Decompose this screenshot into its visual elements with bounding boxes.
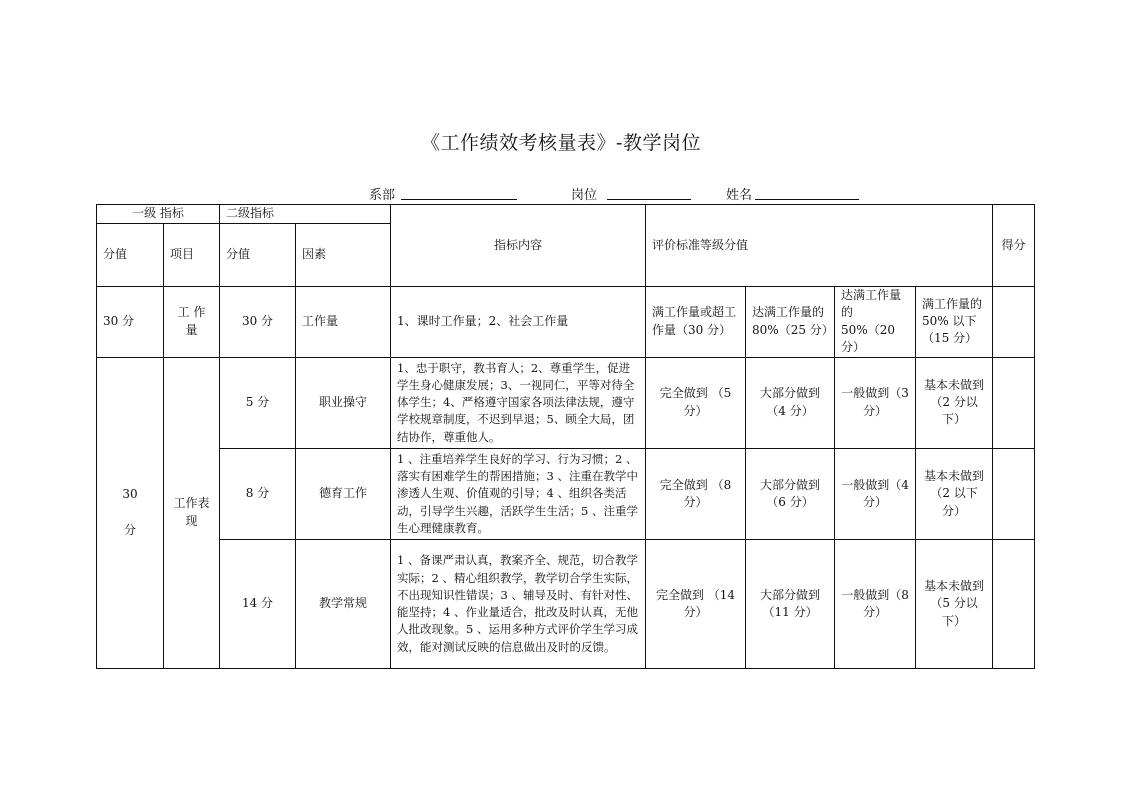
routine-grade3: 一般做到（8 分）	[835, 540, 916, 669]
workload-grade3: 达满工作量的 50%（20 分）	[835, 287, 916, 358]
score2-header: 分值	[220, 224, 296, 287]
ethics-result-cell[interactable]	[993, 357, 1035, 448]
routine-grade2: 大部分做到 （11 分）	[746, 540, 835, 669]
moral-grade4: 基本未做到（2 以下分）	[916, 448, 993, 539]
workload-item: 工 作 量	[164, 287, 220, 358]
department-blank[interactable]	[401, 199, 517, 200]
info-fields	[0, 184, 1122, 204]
score1-header: 分值	[97, 224, 164, 287]
workload-result-cell[interactable]	[993, 287, 1035, 358]
table-row	[97, 357, 1035, 448]
moral-score2: 8 分	[220, 448, 296, 539]
name-field[interactable]	[726, 184, 752, 203]
position-field[interactable]	[571, 184, 597, 203]
workload-grade1: 满工作量或超工作量（30 分）	[646, 287, 746, 358]
performance-score1-unit: 分	[123, 522, 136, 537]
ethics-grade2: 大部分做到 （4 分）	[746, 357, 835, 448]
workload-grade4: 满工作量的 50% 以下（15 分）	[916, 287, 993, 358]
department-field[interactable]	[369, 184, 395, 203]
workload-score2: 30 分	[220, 287, 296, 358]
routine-content: 1 、备课严肃认真，教案齐全、规范，切合教学实际；2 、精心组织教学，教学切合学生实际，不出现知识性错误；3 、辅导及时、有针对性、能坚持；4 、作业量适合，批改及时认真，无他人批改现象。5 、运用多种方式评价学生学习成效，能对测试反映的信息做出及时的反馈。	[391, 540, 646, 669]
table-row	[97, 448, 1035, 539]
criteria-header: 评价标准等级分值	[646, 205, 993, 287]
workload-factor: 工作量	[296, 287, 391, 358]
level2-header: 二级指标	[220, 205, 391, 224]
moral-content: 1 、注重培养学生良好的学习、行为习惯；2 、落实有困难学生的帮困措施；3 、注重在教学中渗透人生观、价值观的引导；4 、组织各类活动，引导学生兴趣，活跃学生生活；5 、注重学生心理健康教育。	[391, 448, 646, 539]
factor-header: 因素	[296, 224, 391, 287]
routine-grade4: 基本未做到（5 分以下）	[916, 540, 993, 669]
item-header: 项目	[164, 224, 220, 287]
performance-score1	[97, 357, 164, 669]
routine-factor: 教学常规	[296, 540, 391, 669]
content-header: 指标内容	[391, 205, 646, 287]
ethics-content: 1、忠于职守，教书育人；2、尊重学生，促进学生身心健康发展；3、一视同仁，平等对待全体学生；4、严格遵守国家各项法律法规，遵守学校规章制度，不迟到早退；5、顾全大局，团结协作，尊重他人。	[391, 357, 646, 448]
performance-score1-num: 30	[122, 487, 138, 502]
workload-score1: 30 分	[97, 287, 164, 358]
performance-item: 工作表现	[164, 357, 220, 669]
result-header: 得分	[993, 205, 1035, 287]
assessment-table	[96, 204, 1035, 669]
ethics-grade1: 完全做到 （5 分）	[646, 357, 746, 448]
position-blank[interactable]	[607, 199, 691, 200]
moral-grade3: 一般做到（4 分）	[835, 448, 916, 539]
workload-grade2: 达满工作量的 80%（25 分）	[746, 287, 835, 358]
name-label: 姓名	[726, 188, 753, 203]
level1-header: 一级 指标	[97, 205, 220, 224]
moral-grade1: 完全做到 （8 分）	[646, 448, 746, 539]
routine-result-cell[interactable]	[993, 540, 1035, 669]
workload-content: 1、课时工作量；2、社会工作量	[391, 287, 646, 358]
routine-score2: 14 分	[220, 540, 296, 669]
routine-grade1: 完全做到 （14 分）	[646, 540, 746, 669]
ethics-score2: 5 分	[220, 357, 296, 448]
moral-result-cell[interactable]	[993, 448, 1035, 539]
ethics-factor: 职业操守	[296, 357, 391, 448]
moral-factor: 德育工作	[296, 448, 391, 539]
page-title: 《工作绩效考核量表》-教学岗位	[421, 132, 701, 154]
ethics-grade4: 基本未做到（2 分以下）	[916, 357, 993, 448]
ethics-grade3: 一般做到（3 分）	[835, 357, 916, 448]
moral-grade2: 大部分做到 （6 分）	[746, 448, 835, 539]
department-label: 系部	[369, 188, 396, 203]
table-row	[97, 540, 1035, 669]
name-blank[interactable]	[755, 199, 859, 200]
table-row	[97, 287, 1035, 358]
position-label: 岗位	[571, 188, 598, 203]
